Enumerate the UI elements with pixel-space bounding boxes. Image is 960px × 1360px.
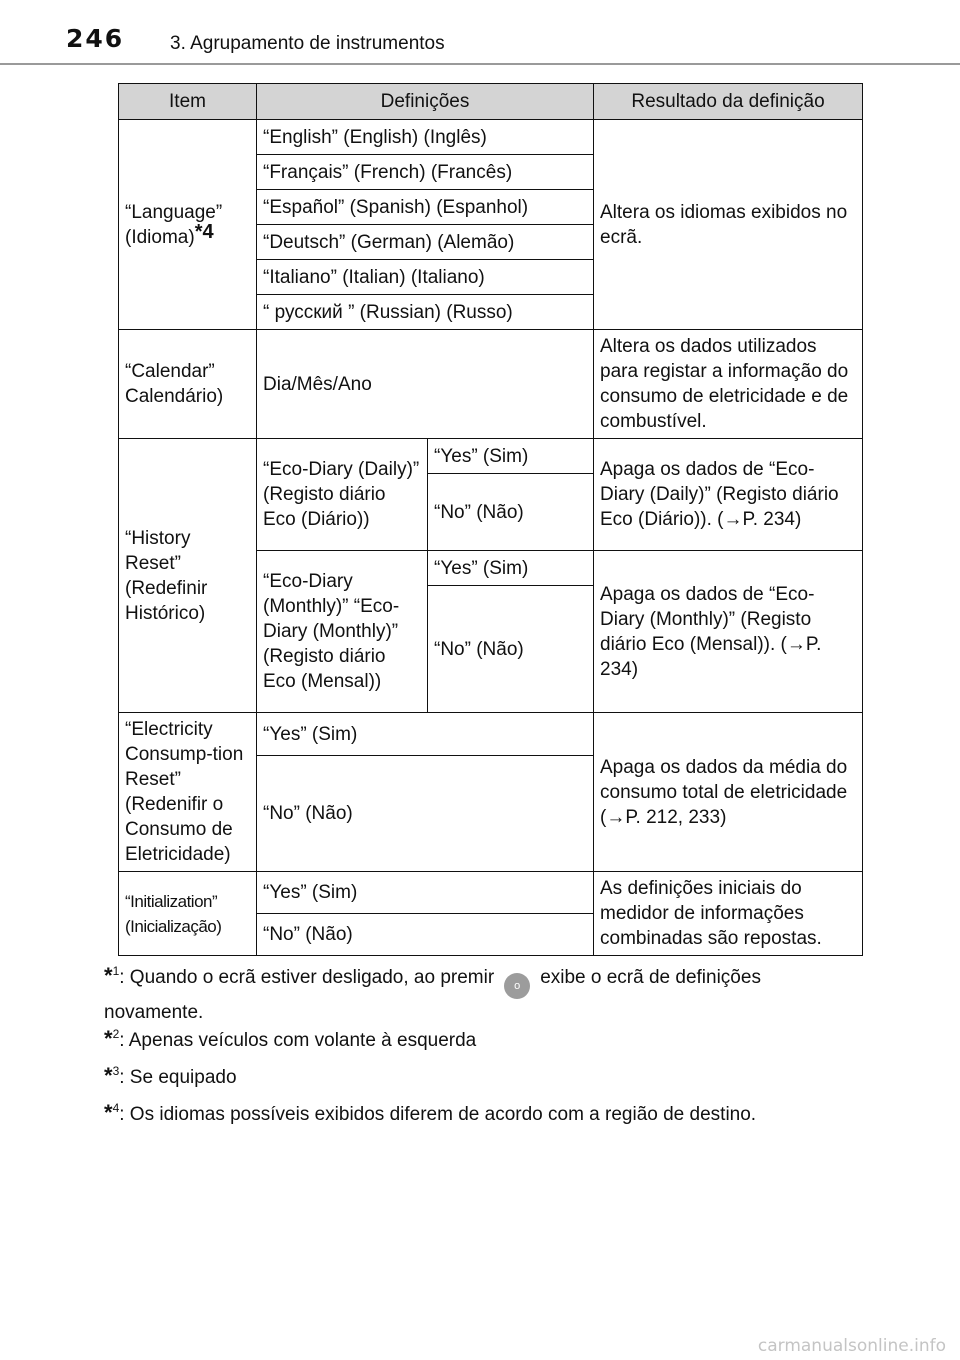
table-row: [119, 713, 863, 756]
option-yes: “Yes” (Sim): [257, 713, 594, 756]
setting-language-option: “Français” (French) (Francês): [257, 155, 594, 190]
setting-language-option: “ русский ” (Russian) (Russo): [257, 295, 594, 330]
setting-language-option: “Deutsch” (German) (Alemão): [257, 225, 594, 260]
footnote-text: : Se equipado: [119, 1067, 237, 1088]
option-yes: “Yes” (Sim): [428, 439, 594, 474]
footnote-number: 2: [112, 1027, 120, 1041]
footnote-1: [104, 958, 860, 1026]
footnote-number: 3: [112, 1064, 120, 1078]
item-calendar-line2: Calendário): [125, 386, 224, 407]
item-language: [119, 120, 257, 330]
option-no: “No” (Não): [428, 586, 594, 713]
column-header-result: Resultado da definição: [594, 84, 863, 120]
settings-table: [118, 83, 863, 956]
table-row: [119, 872, 863, 914]
footnote-asterisk: *: [104, 1100, 113, 1125]
footnote-number: 1: [112, 964, 120, 978]
setting-calendar: Dia/Mês/Ano: [257, 330, 594, 439]
setting-language-option: “Italiano” (Italian) (Italiano): [257, 260, 594, 295]
option-yes: “Yes” (Sim): [257, 872, 594, 914]
page-number: 246: [66, 24, 125, 53]
footnote-text: : Quando o ecrã estiver desligado, ao premir: [119, 967, 495, 988]
header-divider: [0, 63, 960, 65]
item-calendar: [119, 330, 257, 439]
footnote-text: exibe o ecrã de definições novamente.: [104, 967, 761, 1023]
option-no: “No” (Não): [257, 914, 594, 956]
item-language-line1: “Language”: [125, 201, 223, 223]
footnote-asterisk: *: [104, 963, 113, 988]
watermark: carmanualsonline.info: [757, 1336, 946, 1356]
table-header-row: [119, 84, 863, 120]
footnote-asterisk: *: [104, 1063, 113, 1088]
column-header-settings: Definições: [257, 84, 594, 120]
result-electricity-reset: Apaga os dados da média do consumo total de eletricidade (→P. 212, 233): [594, 713, 863, 872]
item-calendar-line1: “Calendar”: [125, 361, 215, 382]
display-button-icon: o: [504, 973, 530, 999]
table-row: [119, 120, 863, 155]
footnote-number: 4: [112, 1101, 120, 1115]
table-row: [119, 330, 863, 439]
option-yes: “Yes” (Sim): [428, 551, 594, 586]
footnote-ref-4: *4: [194, 220, 214, 243]
result-eco-diary-daily: Apaga os dados de “Eco-Diary (Daily)” (Registo diário Eco (Diário)). (→P. 234): [594, 439, 863, 551]
item-history-reset: “History Reset” (Redefinir Histórico): [119, 439, 257, 713]
option-no: “No” (Não): [257, 756, 594, 872]
footnote-3: [104, 1058, 860, 1091]
item-initialization: “Initialization” (Inicialização): [119, 872, 257, 956]
option-no: “No” (Não): [428, 474, 594, 551]
result-initialization: As definições iniciais do medidor de informações combinadas são repostas.: [594, 872, 863, 956]
result-eco-diary-monthly: Apaga os dados de “Eco-Diary (Monthly)” (Registo diário Eco (Mensal)). (→P. 234): [594, 551, 863, 713]
item-electricity-reset: “Electricity Consump-tion Reset” (Redenifir o Consumo de Eletricidade): [119, 713, 257, 872]
footnote-text: : Apenas veículos com volante à esquerda: [119, 1030, 477, 1051]
footnote-asterisk: *: [104, 1026, 113, 1051]
footnote-4: [104, 1095, 860, 1128]
result-language: Altera os idiomas exibidos no ecrã.: [594, 120, 863, 330]
footnote-text: : Os idiomas possíveis exibidos diferem de acordo com a região de destino.: [119, 1104, 757, 1125]
setting-language-option: “Español” (Spanish) (Espanhol): [257, 190, 594, 225]
setting-eco-diary-monthly: “Eco-Diary (Monthly)” “Eco-Diary (Monthly)” (Registo diário Eco (Mensal)): [257, 551, 428, 713]
result-calendar: Altera os dados utilizados para registar a informação do consumo de eletricidade e de combustível.: [594, 330, 863, 439]
section-title: 3. Agrupamento de instrumentos: [170, 33, 445, 54]
setting-language-option: “English” (English) (Inglês): [257, 120, 594, 155]
footnote-2: [104, 1021, 860, 1054]
column-header-item: Item: [119, 84, 257, 120]
table-row: [119, 439, 863, 474]
item-language-line2: (Idioma): [125, 226, 195, 248]
setting-eco-diary-daily: “Eco-Diary (Daily)” (Registo diário Eco (Diário)): [257, 439, 428, 551]
